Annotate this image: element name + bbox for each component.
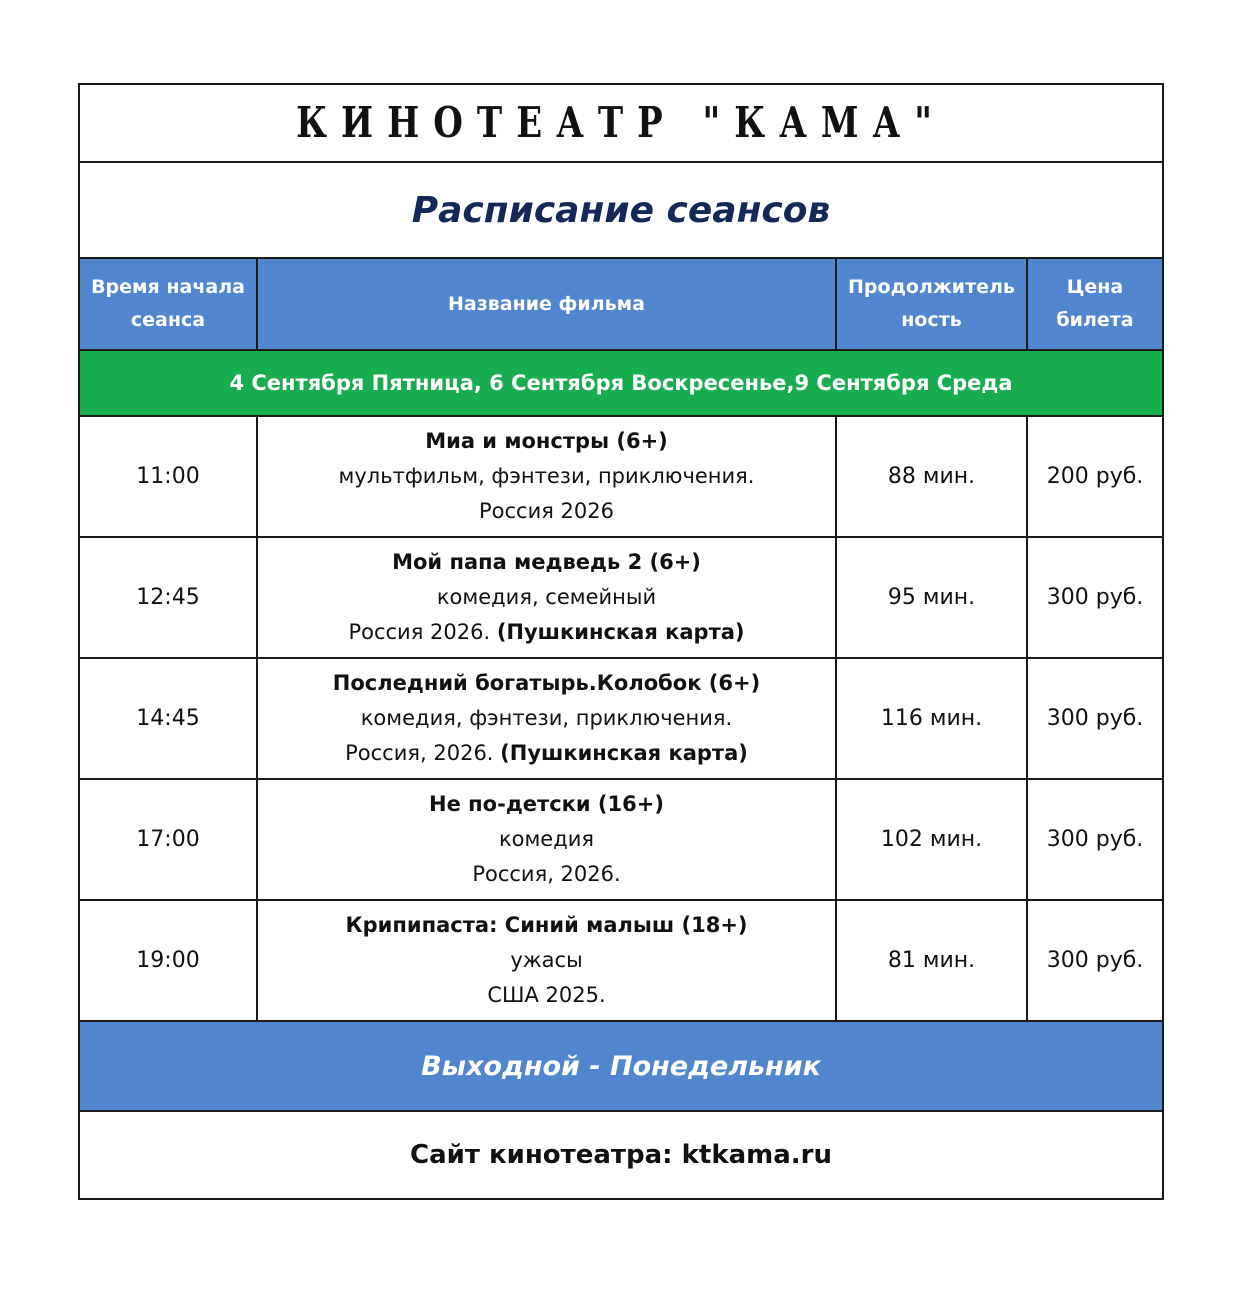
session-time: 17:00 bbox=[79, 779, 257, 900]
dates-row bbox=[79, 350, 1163, 416]
site-text: Сайт кинотеатра: ktkama.ru bbox=[79, 1111, 1163, 1199]
schedule-title-cell bbox=[79, 162, 1163, 258]
column-headers bbox=[79, 258, 1163, 350]
session-film bbox=[257, 779, 836, 900]
schedule-table bbox=[78, 83, 1164, 1200]
site-row bbox=[79, 1111, 1163, 1199]
session-film bbox=[257, 537, 836, 658]
session-row bbox=[79, 658, 1163, 779]
film-title: Мой папа медведь 2 (6+) bbox=[392, 550, 701, 574]
film-genre: комедия, семейный bbox=[436, 585, 657, 609]
session-price: 300 руб. bbox=[1027, 900, 1163, 1021]
pushkin-card-label: (Пушкинская карта) bbox=[500, 741, 748, 765]
session-time: 14:45 bbox=[79, 658, 257, 779]
session-film bbox=[257, 416, 836, 537]
header-duration: Продолжитель ность bbox=[836, 258, 1027, 350]
day-off-banner: Выходной - Понедельник bbox=[79, 1021, 1163, 1111]
film-country-year: Россия 2026. (Пушкинская карта) bbox=[348, 620, 745, 644]
session-duration: 116 мин. bbox=[836, 658, 1027, 779]
header-start-time: Время начала сеанса bbox=[79, 258, 257, 350]
film-title: Не по-детски (16+) bbox=[429, 792, 664, 816]
session-price: 300 руб. bbox=[1027, 779, 1163, 900]
film-country-year: Россия 2026 bbox=[478, 499, 614, 523]
session-film bbox=[257, 658, 836, 779]
session-row bbox=[79, 416, 1163, 537]
film-genre: ужасы bbox=[510, 948, 583, 972]
film-title: Миа и монстры (6+) bbox=[425, 429, 668, 453]
film-genre: комедия bbox=[498, 827, 595, 851]
pushkin-card-label: (Пушкинская карта) bbox=[496, 620, 745, 644]
subtitle-row bbox=[79, 162, 1163, 258]
film-country-year: Россия, 2026. bbox=[472, 862, 621, 886]
cinema-title: КИНОТЕАТР "КАМА" bbox=[296, 98, 946, 148]
schedule-title: Расписание сеансов bbox=[411, 189, 831, 231]
film-country-year: Россия, 2026. (Пушкинская карта) bbox=[345, 741, 748, 765]
session-row bbox=[79, 779, 1163, 900]
dates-banner: 4 Сентября Пятница, 6 Сентября Воскресенье,9 Сентября Среда bbox=[79, 350, 1163, 416]
header-price: Цена билета bbox=[1027, 258, 1163, 350]
session-duration: 88 мин. bbox=[836, 416, 1027, 537]
film-genre: комедия, фэнтези, приключения. bbox=[360, 706, 733, 730]
header-film-name: Название фильма bbox=[257, 258, 836, 350]
session-price: 300 руб. bbox=[1027, 658, 1163, 779]
day-off-row bbox=[79, 1021, 1163, 1111]
title-row bbox=[79, 84, 1163, 162]
session-price: 200 руб. bbox=[1027, 416, 1163, 537]
session-row bbox=[79, 537, 1163, 658]
session-row bbox=[79, 900, 1163, 1021]
session-duration: 102 мин. bbox=[836, 779, 1027, 900]
session-time: 12:45 bbox=[79, 537, 257, 658]
session-film bbox=[257, 900, 836, 1021]
film-country-year: США 2025. bbox=[487, 983, 606, 1007]
film-genre: мультфильм, фэнтези, приключения. bbox=[338, 464, 755, 488]
session-duration: 95 мин. bbox=[836, 537, 1027, 658]
schedule-sheet bbox=[78, 83, 1162, 1200]
cinema-title-cell bbox=[79, 84, 1163, 162]
session-price: 300 руб. bbox=[1027, 537, 1163, 658]
session-time: 11:00 bbox=[79, 416, 257, 537]
film-title: Крипипаста: Синий малыш (18+) bbox=[345, 913, 748, 937]
session-time: 19:00 bbox=[79, 900, 257, 1021]
session-duration: 81 мин. bbox=[836, 900, 1027, 1021]
film-title: Последний богатырь.Колобок (6+) bbox=[332, 671, 761, 695]
